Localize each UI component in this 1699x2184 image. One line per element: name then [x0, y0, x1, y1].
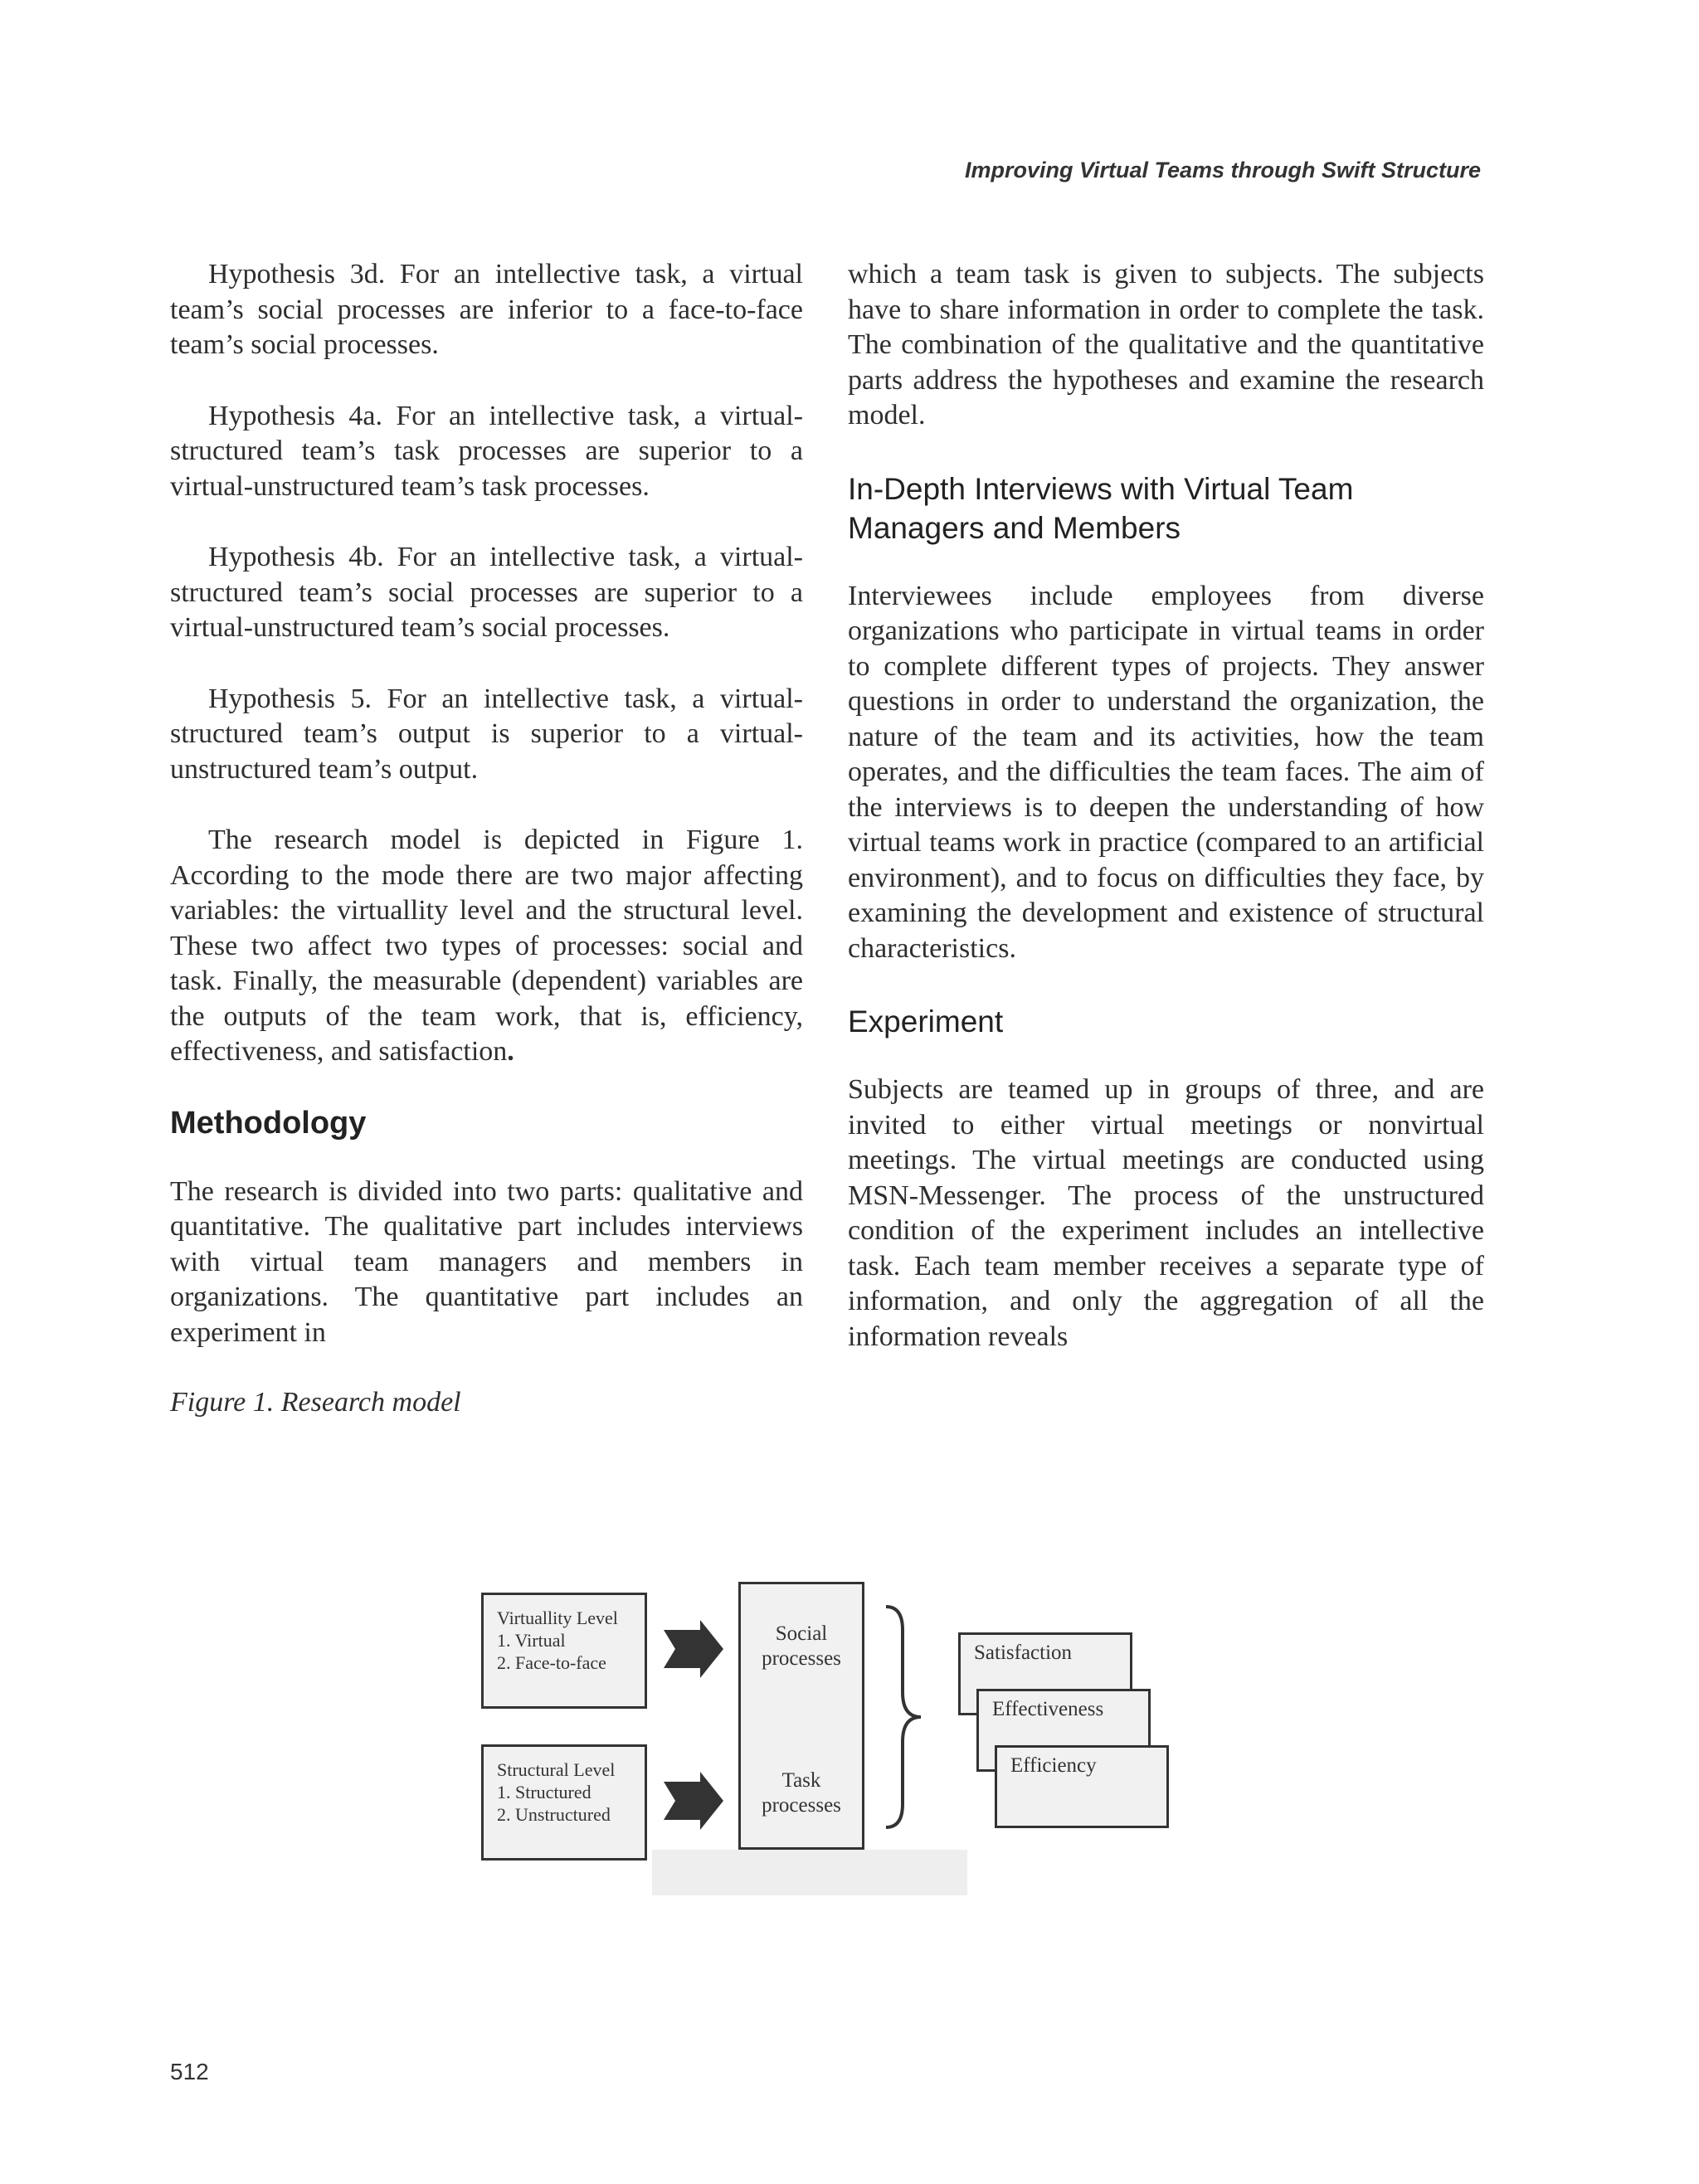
structural-option-2: 2. Unstructured — [497, 1804, 611, 1825]
virtuality-option-2: 2. Face-to-face — [497, 1652, 606, 1673]
hypothesis-3d: Hypothesis 3d. For an intellective task, a virtual team’s social processes are inferior to a face-to-face team’s social processes. — [170, 259, 803, 360]
interviews-paragraph: Interviewees include employees from diverse organizations who participate in virtual teams in order to complete different types of projects. They answer questions in order to understand the organization, the nature of the team and its activities, how the team operates, and the difficulties the team faces. The aim of the interviews is to deepen the understanding of how virtual teams work in practice (compared to an artificial environment), and to focus on difficulties they face, by examining the development and existence of structural characteristics. — [848, 580, 1484, 964]
task-processes-line-2: processes — [762, 1794, 841, 1817]
research-model-text: The research model is depicted in Figure 1. According to the mode there are two major affecting variables: the virtuallity level and the structural level. These two affect two types of processes: social and task. Finally, the measurable (dependent) variables are the outputs of the team work, that is, efficiency, effectiveness, and satisfaction — [170, 824, 803, 1067]
virtuality-title: Virtuallity Level — [497, 1608, 618, 1628]
task-paragraph: which a team task is given to subjects. The subjects have to share information in order to complete the task. The combination of the qualitative and the quantitative parts address the hypotheses and examine the research model. — [848, 259, 1484, 430]
social-processes-line-1: Social — [775, 1622, 828, 1645]
research-model-period: . — [507, 1036, 514, 1067]
left-column — [170, 257, 803, 1386]
page-number: 512 — [170, 2059, 209, 2084]
efficiency-label: Efficiency — [1010, 1754, 1097, 1777]
processes-box — [738, 1582, 864, 1850]
research-model-figure — [465, 1568, 1211, 1916]
running-head: Improving Virtual Teams through Swift Structure — [964, 158, 1481, 182]
methodology-heading: Methodology — [170, 1105, 367, 1141]
satisfaction-label: Satisfaction — [974, 1642, 1073, 1664]
virtuality-option-1: 1. Virtual — [497, 1630, 566, 1651]
figure-caption: Figure 1. Research model — [170, 1387, 461, 1418]
research-model-paragraph — [170, 823, 803, 1070]
experiment-paragraph: Subjects are teamed up in groups of three, and are invited to either virtual meetings or nonvirtual meetings. The virtual meetings are conducted using MSN-Messenger. The process of the unstructured condition of the experiment includes an intellective task. Each team member receives a separate type of information, and only the aggregation of all the information reveals — [848, 1074, 1484, 1352]
structural-level-box — [481, 1744, 647, 1861]
effectiveness-label: Effectiveness — [992, 1698, 1104, 1720]
structural-title: Structural Level — [497, 1759, 616, 1780]
virtuality-level-box — [481, 1593, 647, 1709]
hypothesis-4a: Hypothesis 4a. For an intellective task, a virtual-structured team’s task processes are superior to a virtual-unstructured team’s task processes. — [170, 400, 803, 502]
hypothesis-5: Hypothesis 5. For an intellective task, a virtual-structured team’s output is superior to a virtual-unstructured team’s output. — [170, 683, 803, 785]
experiment-heading: Experiment — [848, 1004, 1004, 1038]
task-processes-label — [741, 1768, 862, 1818]
efficiency-box — [995, 1745, 1169, 1828]
social-processes-line-2: processes — [762, 1647, 841, 1670]
structural-option-1: 1. Structured — [497, 1782, 591, 1802]
social-processes-label — [741, 1622, 862, 1671]
figure-shade — [652, 1850, 967, 1895]
task-processes-line-1: Task — [781, 1769, 821, 1792]
curly-brace-icon — [879, 1605, 929, 1829]
right-column — [848, 257, 1484, 1390]
arrow-right-icon — [664, 1772, 730, 1830]
methodology-paragraph: The research is divided into two parts: qualitative and quantitative. The qualitative part includes interviews with virtual team managers and members in organizations. The quantitative part includes an experiment in — [170, 1175, 803, 1348]
hypothesis-4b: Hypothesis 4b. For an intellective task, a virtual-structured team’s social processes are superior to a virtual-unstructured team’s social processes. — [170, 542, 803, 643]
interviews-heading: In-Depth Interviews with Virtual Team Managers and Members — [848, 471, 1354, 545]
arrow-right-icon — [664, 1620, 730, 1678]
